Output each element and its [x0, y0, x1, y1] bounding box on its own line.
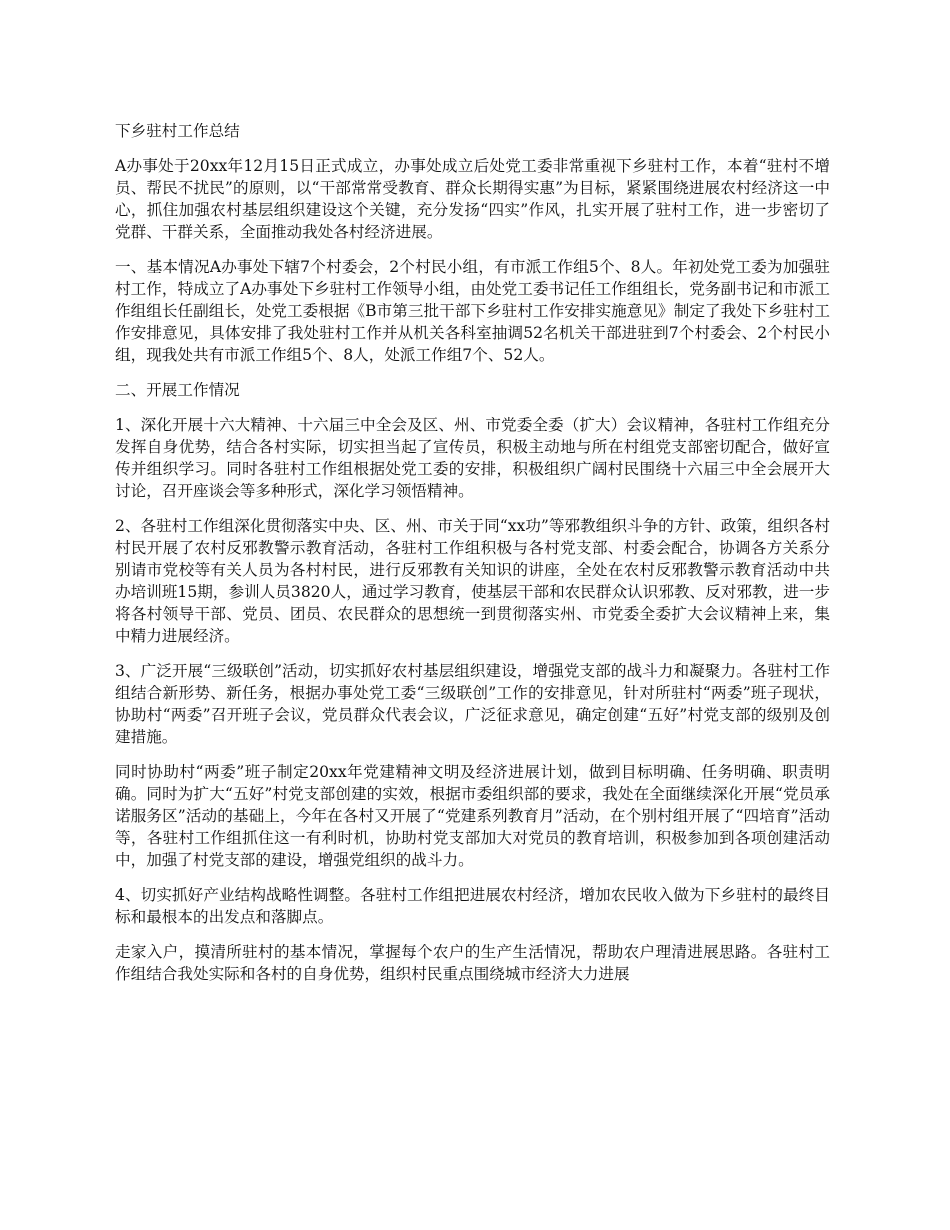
- paragraph-item-1: 1、深化开展十六大精神、十六届三中全会及区、州、市党委全委（扩大）会议精神，各驻村工作组充分发挥自身优势，结合各村实际，切实担当起了宣传员，积极主动地与所在村组党支部密切配合，做好宣传并组织学习。同时各驻村工作组根据处党工委的安排，积极组织广阔村民围绕十六届三中全会展开大讨论，召开座谈会等多种形式，深化学习领悟精神。: [115, 416, 830, 500]
- paragraph-basic-situation: 一、基本情况A办事处下辖7个村委会，2个村民小组，有市派工作组5个、8人。年初处党工委为加强驻村工作，特成立了A办事处下乡驻村工作领导小组，由处党工委书记任工作组组长，党务副书记和市派工作组组长任副组长，处党工委根据《B市第三批干部下乡驻村工作安排实施意见》制定了我处下乡驻村工作安排意见，具体安排了我处驻村工作并从机关各科室抽调52名机关干部进驻到7个村委会、2个村民小组，现我处共有市派工作组5个、8人，处派工作组7个、52人。: [115, 258, 830, 364]
- paragraph-item-2: 2、各驻村工作组深化贯彻落实中央、区、州、市关于同“xx功”等邪教组织斗争的方针、政策，组织各村村民开展了农村反邪教警示教育活动，各驻村工作组积极与各村党支部、村委会配合，协调各方关系分别请市党校等有关人员为各村村民，进行反邪教有关知识的讲座，全处在农村反邪教警示教育活动中共办培训班15期，参训人员3820人，通过学习教育，使基层干部和农民群众认识邪教、反对邪教，进一步将各村领导干部、党员、团员、农民群众的思想统一到贯彻落实州、市党委全委扩大会议精神上来，集中精力进展经济。: [115, 517, 830, 645]
- document-title: 下乡驻村工作总结: [115, 122, 240, 140]
- section-heading-work: 二、开展工作情况: [115, 381, 240, 399]
- paragraph-intro: A办事处于20xx年12月15日正式成立，办事处成立后处党工委非常重视下乡驻村工作，本着“驻村不增员、帮民不扰民”的原则，以“干部常常受教育、群众长期得实惠”为目标，紧紧围绕进展农村经济这一中心，抓住加强农村基层组织建设这个关键，充分发扬“四实”作风，扎实开展了驻村工作，进一步密切了党群、干群关系，全面推动我处各村经济进展。: [115, 157, 830, 241]
- paragraph-item-4: 4、切实抓好产业结构战略性调整。各驻村工作组把进展农村经济，增加农民收入做为下乡驻村的最终目标和最根本的出发点和落脚点。: [115, 886, 830, 926]
- document-body: [115, 120, 830, 998]
- paragraph-item-4-continued: 走家入户，摸清所驻村的基本情况，掌握每个农户的生产生活情况，帮助农户理清进展思路。各驻村工作组结合我处实际和各村的自身优势，组织村民重点围绕城市经济大力进展: [115, 943, 830, 983]
- paragraph-item-3: 3、广泛开展“三级联创”活动，切实抓好农村基层组织建设，增强党支部的战斗力和凝聚力。各驻村工作组结合新形势、新任务，根据办事处党工委“三级联创”工作的安排意见，针对所驻村“两委”班子现状，协助村“两委”召开班子会议，党员群众代表会议，广泛征求意见，确定创建“五好”村党支部的级别及创建措施。: [115, 662, 830, 746]
- paragraph-item-3-continued: 同时协助村“两委”班子制定20xx年党建精神文明及经济进展计划，做到目标明确、任务明确、职责明确。同时为扩大“五好”村党支部创建的实效，根据市委组织部的要求，我处在全面继续深化开展“党员承诺服务区”活动的基础上，今年在各村又开展了“党建系列教育月”活动，在个别村组开展了“四培育”活动等，各驻村工作组抓住这一有利时机，协助村党支部加大对党员的教育培训，积极参加到各项创建活动中，加强了村党支部的建设，增强党组织的战斗力。: [115, 763, 830, 869]
